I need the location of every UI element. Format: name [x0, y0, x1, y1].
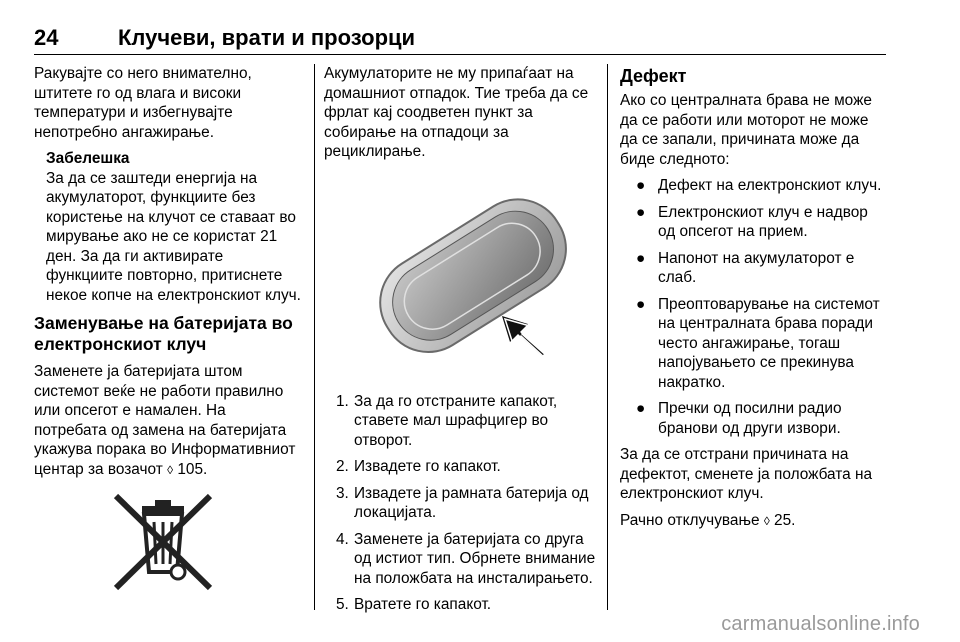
page-header	[34, 24, 886, 55]
bullet-icon: ●	[636, 295, 646, 313]
bullet-list	[620, 176, 888, 438]
section-heading: Заменување на батеријата во електронскиот клуч	[34, 313, 293, 354]
cross-reference: Рачно отклучување ◊ 25.	[620, 511, 796, 529]
intro-paragraph: Ако со централната брава не може да се работи или моторот не може да се запали, причината може да биде следното:	[620, 92, 872, 168]
list-item: 5. Вратете го капакот.	[336, 596, 492, 613]
intro-paragraph: Акумулаторите не му припаѓаат на домашниот отпадок. Тие треба да се фрлат кај соодветен пункт за собирање на отпадоци за рециклирање.	[324, 65, 589, 160]
list-item: ● Дефект на електронскиот клуч.	[636, 177, 882, 194]
page-number: 24	[34, 25, 59, 50]
list-item: ● Пречки од посилни радио бранови од други извори.	[636, 400, 842, 437]
column-right	[620, 64, 888, 538]
list-item: ● Преоптоварување на системот на централната брава поради често ангажирање, тогаш напојувањето се прекинува накратко.	[636, 295, 880, 391]
section-heading: Дефект	[620, 66, 687, 86]
list-item: 2. Извадете го капакот.	[336, 458, 501, 475]
list-item: 4. Заменете ја батеријата со друга од истиот тип. Обрнете внимание на положбата на инсталирањето.	[336, 530, 596, 587]
note-text: За да се заштеди енергија на акумулаторот, функциите без користење на клучот се ставаат во мирување ако не се користат 21 ден. За да ги активирате функциите повторно, притиснете некое копче на електронскиот клуч.	[46, 169, 301, 304]
bullet-icon: ●	[636, 400, 646, 417]
watermark: carmanualsonline.info	[721, 613, 920, 635]
column-divider	[314, 64, 315, 610]
body-paragraph: За да се отстрани причината на дефектот, сменете ја положбата на електронскиот клуч.	[620, 446, 873, 502]
intro-paragraph: Ракувајте со него внимателно, штитете го од влага и високи температури и избегнувајте непотребно ангажирање.	[34, 65, 252, 141]
list-item: ● Напонот на акумулаторот е слаб.	[636, 249, 855, 286]
bullet-icon: ●	[636, 249, 646, 267]
page-ref-link[interactable]: 105.	[177, 460, 208, 478]
list-item: 1. За да го отстраните капакот, ставете мал шрафцигер во отворот.	[336, 392, 558, 449]
bullet-icon: ●	[636, 177, 646, 194]
note-title: Забелешка	[46, 150, 130, 167]
column-middle	[324, 64, 596, 622]
page-ref-arrow-icon: ◊	[167, 462, 174, 477]
page-ref-link[interactable]: 25.	[774, 511, 796, 529]
column-divider	[607, 64, 608, 610]
steps-list	[324, 392, 596, 615]
page-title: Клучеви, врати и прозорци	[118, 25, 416, 50]
list-item: 3. Извадете ја рамната батерија од локацијата.	[336, 484, 589, 521]
body-text: Заменете ја батеријата штом системот веќе не работи правилно или опсегот е намален. На потребата од замена на батеријата укажува порака во Информативниот центар за возачот	[34, 363, 296, 478]
list-item: ● Електронскиот клуч е надвор од опсегот на прием.	[636, 203, 868, 240]
crossed-bin-icon	[108, 490, 218, 594]
column-left	[34, 64, 302, 594]
body-paragraph	[34, 362, 302, 480]
note-box	[34, 149, 302, 305]
bullet-icon: ●	[636, 203, 646, 221]
page-ref-arrow-icon: ◊	[763, 513, 770, 528]
key-fob-illustration	[352, 170, 592, 378]
